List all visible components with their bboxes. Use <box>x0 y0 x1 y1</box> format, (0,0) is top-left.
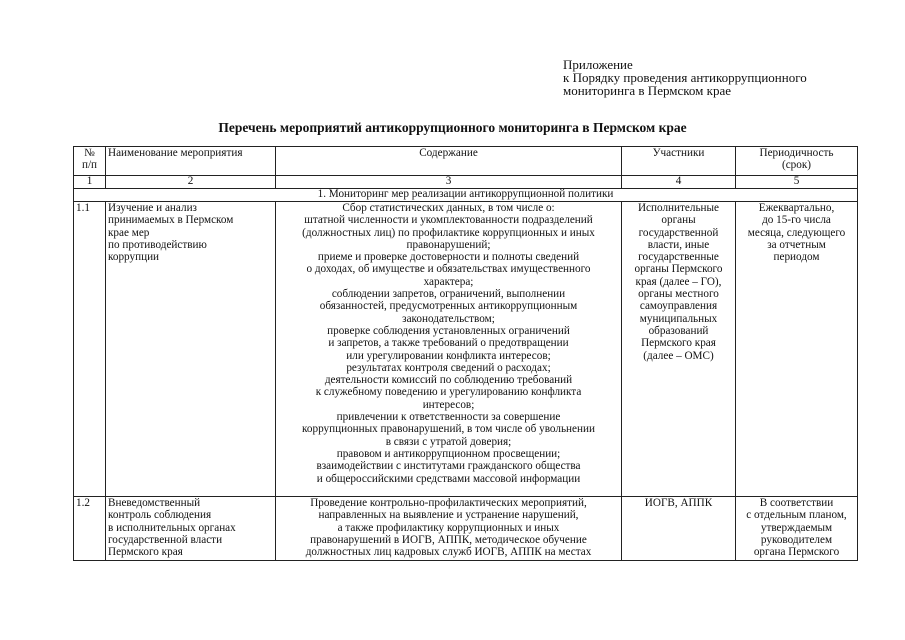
row-content-line: должностных лиц кадровых служб ИОГВ, АППК на местах <box>305 546 592 559</box>
header-period <box>736 147 858 176</box>
row-period-line: Ежеквартально, <box>758 202 835 214</box>
column-number: 5 <box>736 176 858 189</box>
row-content-line: а также профилактику коррупционных и иных <box>337 521 560 534</box>
row-content-line: деятельности комиссий по соблюдению требований <box>324 374 573 387</box>
row-content-line: соблюдении запретов, ограничений, выполнении <box>331 288 566 301</box>
row-period-line: В соответствии <box>759 497 834 509</box>
table-row <box>74 202 858 497</box>
row-name-line: Изучение и анализ <box>108 202 197 214</box>
table-header-row <box>74 147 858 176</box>
column-number: 1 <box>74 176 106 189</box>
row-content-line: Сбор статистических данных, в том числе о: <box>342 202 555 214</box>
row-content-line: к служебному поведению и урегулированию конфликта <box>315 386 582 399</box>
row-name-line: Пермского края <box>108 546 183 559</box>
row-name-line: в исполнительных органах <box>108 521 236 534</box>
row-content-line: и общероссийскими средствами массовой информации <box>316 472 581 485</box>
row-content-line: коррупционных правонарушений, в том числе об увольнении <box>302 423 595 436</box>
row-participants-line: государственные <box>638 251 719 264</box>
row-period-line: до 15-го числа <box>762 214 831 227</box>
row-participants-line: самоуправления <box>639 300 718 313</box>
row-content-line: правовом и антикоррупционном просвещении; <box>336 447 561 460</box>
column-number: 3 <box>276 176 622 189</box>
row-content-line: или урегулировании конфликта интересов; <box>346 349 551 362</box>
row-content-line: о доходах, об имуществе и обязательствах имущественного <box>306 263 591 276</box>
row-content-line: Проведение контрольно-профилактических мероприятий, <box>310 497 587 509</box>
row-content-line: (должностных лиц) по профилактике коррупционных и иных <box>302 226 595 239</box>
section-title: 1. Мониторинг мер реализации антикоррупционной политики <box>74 189 858 202</box>
row-participants <box>622 202 736 497</box>
row-period-line: месяца, следующего <box>747 226 846 239</box>
row-content-line: и запретов, а также требований о предотвращении <box>328 337 569 350</box>
row-content-line: взаимодействии с институтами гражданского общества <box>316 460 581 473</box>
row-content-line: в связи с утратой доверия; <box>385 435 512 448</box>
row-participants-line: Исполнительные <box>637 202 720 214</box>
row-period-line: утверждаемым <box>760 521 833 534</box>
row-content <box>276 202 622 497</box>
row-participants-line: муниципальных <box>639 312 718 325</box>
row-content-line: характера; <box>423 275 474 288</box>
row-participants-line: ИОГВ, АППК <box>644 497 713 509</box>
row-period-line: за отчетным <box>767 238 826 251</box>
appendix-line: Приложение <box>563 57 633 72</box>
row-participants-line: органы местного <box>638 288 719 301</box>
appendix-line: мониторинга в Пермском крае <box>563 83 732 98</box>
header-num <box>74 147 106 176</box>
row-period <box>736 202 858 497</box>
header-period-line: Периодичность <box>759 147 834 159</box>
table-row <box>74 497 858 561</box>
row-participants-line: образований <box>648 324 709 337</box>
row-name-line: государственной власти <box>108 533 223 546</box>
header-content: Содержание <box>276 147 622 176</box>
row-participants-line: края (далее – ГО), <box>635 275 722 288</box>
appendix-line: к Порядку проведения антикоррупционного <box>563 70 807 85</box>
row-content-line: правонарушений; <box>406 238 491 251</box>
header-period-line: (срок) <box>781 159 812 172</box>
column-number: 2 <box>106 176 276 189</box>
header-num-line: № <box>84 147 95 159</box>
row-number: 1.2 <box>74 497 106 561</box>
row-period-line: с отдельным планом, <box>746 509 847 522</box>
row-participants <box>622 497 736 561</box>
row-content-line: направленных на выявление и устранение нарушений, <box>318 509 579 522</box>
row-number: 1.1 <box>74 202 106 497</box>
row-name-line: Вневедомственный <box>108 497 201 509</box>
header-num-line: п/п <box>81 159 98 172</box>
row-name-line: принимаемых в Пермском <box>108 214 234 227</box>
row-content-line: результатах контроля сведений о расходах; <box>346 361 551 374</box>
row-period-line: руководителем <box>760 533 833 546</box>
row-participants-line: Пермского края <box>641 337 716 350</box>
row-content-line: интересов; <box>422 398 475 411</box>
header-participants: Участники <box>622 147 736 176</box>
row-participants-line: органы <box>661 214 696 227</box>
row-participants-line: власти, иные <box>647 238 710 251</box>
row-content-line: привлечении к ответственности за совершение <box>336 411 561 424</box>
row-name-line: по противодействию <box>108 238 207 251</box>
row-name <box>106 202 276 497</box>
row-name <box>106 497 276 561</box>
row-participants-line: органы Пермского <box>634 263 723 276</box>
row-period-line: органа Пермского <box>753 546 840 559</box>
document-title: Перечень мероприятий антикоррупционного мониторинга в Пермском крае <box>218 120 687 135</box>
row-participants-line: государственной <box>638 226 719 239</box>
row-content <box>276 497 622 561</box>
row-content-line: проверке соблюдения установленных ограничений <box>327 324 570 337</box>
row-content-line: правонарушений в ИОГВ, АППК, методическое обучение <box>310 533 587 546</box>
column-number-row <box>74 176 858 189</box>
row-name-line: контроль соблюдения <box>108 509 212 522</box>
header-name: Наименование мероприятия <box>106 147 276 176</box>
column-number: 4 <box>622 176 736 189</box>
row-content-line: законодательством; <box>402 312 495 325</box>
row-name-line: крае мер <box>108 226 150 239</box>
row-period-line: периодом <box>773 251 820 264</box>
measures-table <box>73 146 858 561</box>
row-content-line: штатной численности и укомплектованности подразделений <box>304 214 593 227</box>
row-name-line: коррупции <box>108 251 160 264</box>
row-content-line: обязанностей, предусмотренных антикоррупционным <box>319 300 578 313</box>
section-row <box>74 189 858 202</box>
row-participants-line: (далее – ОМС) <box>643 349 714 362</box>
row-period <box>736 497 858 561</box>
appendix-note <box>563 58 807 97</box>
row-content-line: приеме и проверке достоверности и полноты сведений <box>317 251 580 264</box>
